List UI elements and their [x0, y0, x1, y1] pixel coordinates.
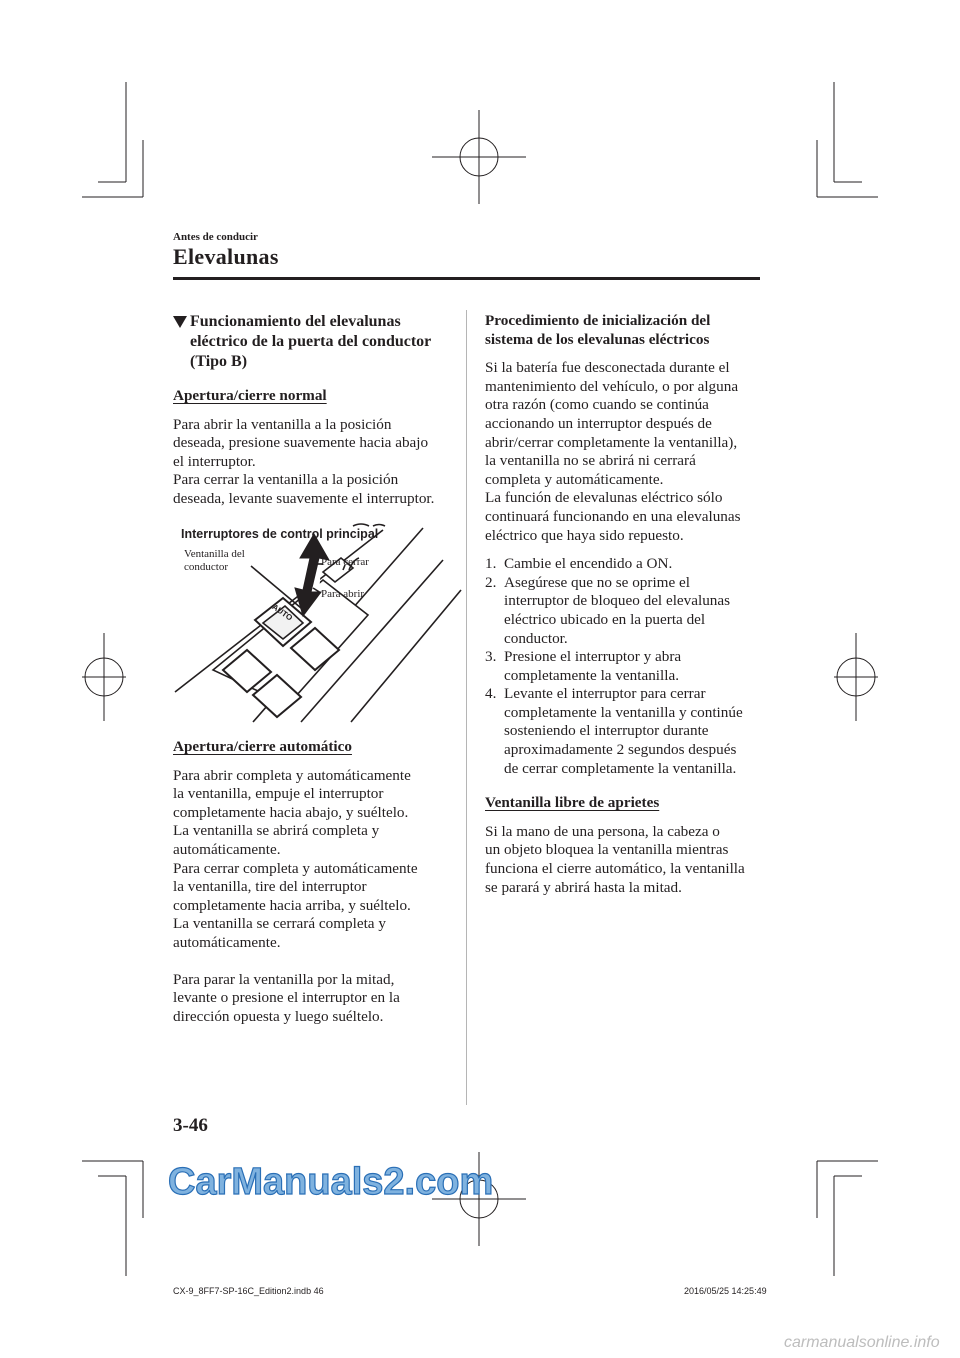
text-line: sosteniendo el interruptor durante	[504, 722, 709, 740]
label-close: Para cerrar	[321, 556, 369, 568]
footer-timestamp: 2016/05/25 14:25:49	[684, 1286, 767, 1296]
column-divider	[466, 310, 467, 1105]
text-line: la ventanilla, empuje el interruptor	[173, 785, 384, 803]
list-item	[485, 685, 765, 778]
header-rule	[173, 277, 760, 280]
switch-figure	[173, 520, 463, 725]
text-line: conductor.	[504, 629, 568, 647]
page-number: 3-46	[173, 1115, 208, 1136]
watermark-text: CarManuals2.com	[168, 1161, 494, 1203]
text-line: Asegúrese que no se oprime el	[504, 573, 690, 591]
text-line: se parará y abrirá hasta la mitad.	[485, 878, 682, 896]
auto-paragraph	[173, 767, 458, 953]
section-heading	[173, 312, 458, 372]
text-line: eléctrico que haya sido repuesto.	[485, 526, 684, 544]
normal-paragraph	[173, 416, 458, 509]
page-title: Elevalunas	[173, 244, 279, 269]
text-line: deseada, levante suavemente el interruptor.	[173, 489, 435, 507]
left-column	[173, 312, 458, 509]
step-number: 4.	[485, 685, 497, 703]
text-line: de cerrar completamente la ventanilla.	[504, 759, 737, 777]
text-line: completamente la ventanilla y continúe	[504, 703, 743, 721]
footer-file-info: CX-9_8FF7-SP-16C_Edition2.indb 46	[173, 1286, 324, 1296]
text-line: Cambie el encendido a ON.	[504, 555, 673, 573]
text-line: el interruptor.	[173, 452, 256, 470]
pinch-paragraph	[485, 823, 765, 897]
text-line: Para parar la ventanilla por la mitad,	[173, 970, 395, 988]
text-line: Para abrir completa y automáticamente	[173, 766, 411, 784]
subheading-auto: Apertura/cierre automático	[173, 738, 352, 755]
text-line: Si la mano de una persona, la cabeza o	[485, 822, 720, 840]
heading-line: Procedimiento de inicialización del	[485, 312, 711, 329]
text-line: Para abrir la ventanilla a la posición	[173, 415, 392, 433]
list-item	[485, 555, 765, 574]
list-item	[485, 648, 765, 685]
text-line: funciona el cierre automático, la ventanilla	[485, 860, 745, 878]
watermark-logo	[166, 1150, 494, 1208]
text-line: completamente la ventanilla.	[504, 666, 680, 684]
text-line: Si la batería fue desconectada durante el	[485, 359, 730, 377]
site-watermark: carmanualsonline.info	[784, 1334, 940, 1351]
init-heading	[485, 312, 765, 349]
step-number: 2.	[485, 573, 497, 591]
subheading-normal: Apertura/cierre normal	[173, 387, 327, 404]
heading-line: eléctrico de la puerta del conductor	[190, 333, 432, 350]
step-number: 1.	[485, 555, 497, 573]
text-line: otra razón (como cuando se continúa	[485, 396, 709, 414]
label-open: Para abrir	[321, 588, 365, 600]
heading-line: sistema de los elevalunas eléctricos	[485, 330, 710, 348]
text-line: La función de elevalunas eléctrico sólo	[485, 489, 723, 507]
init-steps-list	[485, 555, 765, 778]
text-line: automáticamente.	[173, 840, 281, 858]
section-label: Antes de conducir	[173, 231, 258, 243]
left-column-lower	[173, 738, 458, 1026]
text-line: un objeto bloquea la ventanilla mientras	[485, 841, 729, 859]
init-paragraph	[485, 359, 765, 545]
text-line: abrir/cerrar completamente la ventanilla),	[485, 433, 738, 451]
text-line: completamente hacia abajo, y suéltelo.	[173, 803, 409, 821]
text-line: levante o presione el interruptor en la	[173, 989, 400, 1007]
right-column	[485, 312, 765, 897]
auto-label: AUTO	[270, 602, 295, 623]
text-line: Levante el interruptor para cerrar	[504, 685, 706, 703]
text-line: mantenimiento del vehículo, o por alguna	[485, 377, 739, 395]
text-line: aproximadamente 2 segundos después	[504, 741, 737, 759]
text-line: deseada, presione suavemente hacia abajo	[173, 434, 429, 452]
text-line: completamente hacia arriba, y suéltelo.	[173, 896, 411, 914]
text-line: interruptor de bloqueo del elevalunas	[504, 592, 731, 610]
text-line: completa y automáticamente.	[485, 470, 664, 488]
figure-caption: Interruptores de control principal	[181, 527, 379, 541]
list-item	[485, 574, 765, 648]
label-driver-window	[184, 548, 245, 574]
text-line: Presione el interruptor y abra	[504, 648, 682, 666]
triangle-marker-icon	[173, 316, 187, 328]
text-line: accionando un interruptor después de	[485, 414, 712, 432]
heading-line: Funcionamiento del elevalunas	[190, 313, 401, 330]
text-line: Para cerrar completa y automáticamente	[173, 859, 418, 877]
label-line: conductor	[184, 561, 228, 573]
text-line: automáticamente.	[173, 933, 281, 951]
text-line: la ventanilla no se abrirá ni cerrará	[485, 452, 696, 470]
label-line: Ventanilla del	[184, 548, 245, 560]
text-line: La ventanilla se abrirá completa y	[173, 822, 380, 840]
subheading-pinch: Ventanilla libre de aprietes	[485, 794, 660, 812]
text-line: Para cerrar la ventanilla a la posición	[173, 471, 399, 489]
heading-line: (Tipo B)	[190, 353, 248, 370]
text-line: eléctrico ubicado en la puerta del	[504, 610, 706, 628]
text-line: dirección opuesta y luego suéltelo.	[173, 1007, 384, 1025]
stop-paragraph	[173, 971, 458, 1027]
step-number: 3.	[485, 648, 497, 666]
text-line: continuará funcionando en una elevalunas	[485, 507, 741, 525]
text-line: La ventanilla se cerrará completa y	[173, 915, 386, 933]
text-line: la ventanilla, tire del interruptor	[173, 878, 367, 896]
